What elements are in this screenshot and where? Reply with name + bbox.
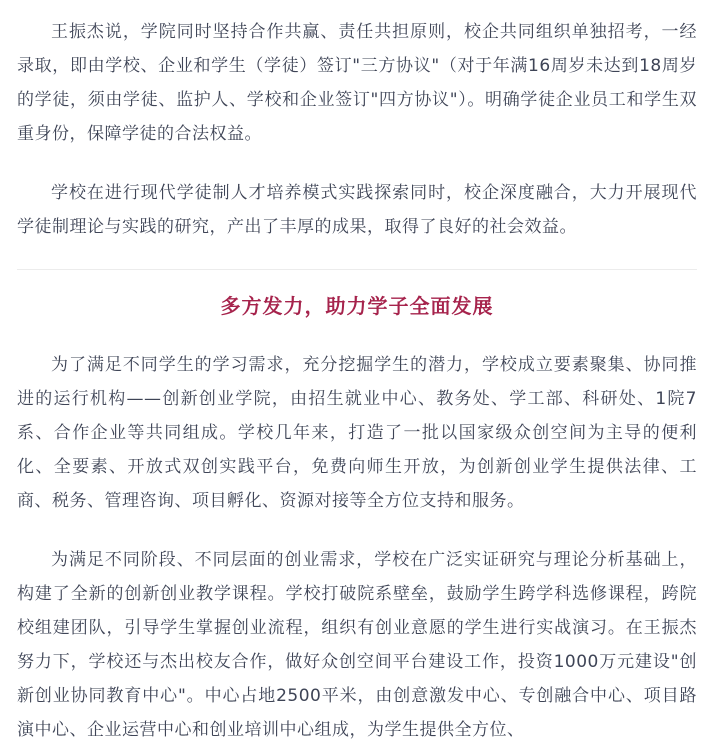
section-heading: 多方发力，助力学子全面发展 <box>220 294 494 318</box>
article-body <box>17 15 697 747</box>
paragraph-education-center: 为满足不同阶段、不同层面的创业需求，学校在广泛实证研究与理论分析基础上，构建了全新的创新创业教学课程。学校打破院系壁垒，鼓励学生跨学科选修课程，跨院校组建团队，引导学生掌握创业流程，组织有创业意愿的学生进行实战演习。在王振杰努力下，学校还与杰出校友合作，做好众创空间平台建设工作，投资1000万元建设"创新创业协同教育中心"。中心占地2500平米，由创意激发中心、专创融合中心、项目路演中心、企业运营中心和创业培训中心组成，为学生提供全方位、 <box>17 550 697 740</box>
paragraph-research-results: 学校在进行现代学徒制人才培养模式实践探索同时，校企深度融合，大力开展现代学徒制理论与实践的研究，产出了丰厚的成果，取得了良好的社会效益。 <box>17 183 697 237</box>
paragraph-apprentice-agreement: 王振杰说，学院同时坚持合作共赢、责任共担原则，校企共同组织单独招考，一经录取，即由学校、企业和学生（学徒）签订"三方协议"（对于年满16周岁未达到18周岁的学徒，须由学徒、监护人、学校和企业签订"四方协议"）。明确学徒企业员工和学生双重身份，保障学徒的合法权益。 <box>17 22 697 144</box>
section-divider <box>17 269 697 270</box>
paragraph-innovation-college: 为了满足不同学生的学习需求，充分挖掘学生的潜力，学校成立要素聚集、协同推进的运行机构——创新创业学院，由招生就业中心、教务处、学工部、科研处、1院7系、合作企业等共同组成。学校几年来，打造了一批以国家级众创空间为主导的便利化、全要素、开放式双创实践平台，免费向师生开放，为创新创业学生提供法律、工商、税务、管理咨询、项目孵化、资源对接等全方位支持和服务。 <box>17 355 697 511</box>
